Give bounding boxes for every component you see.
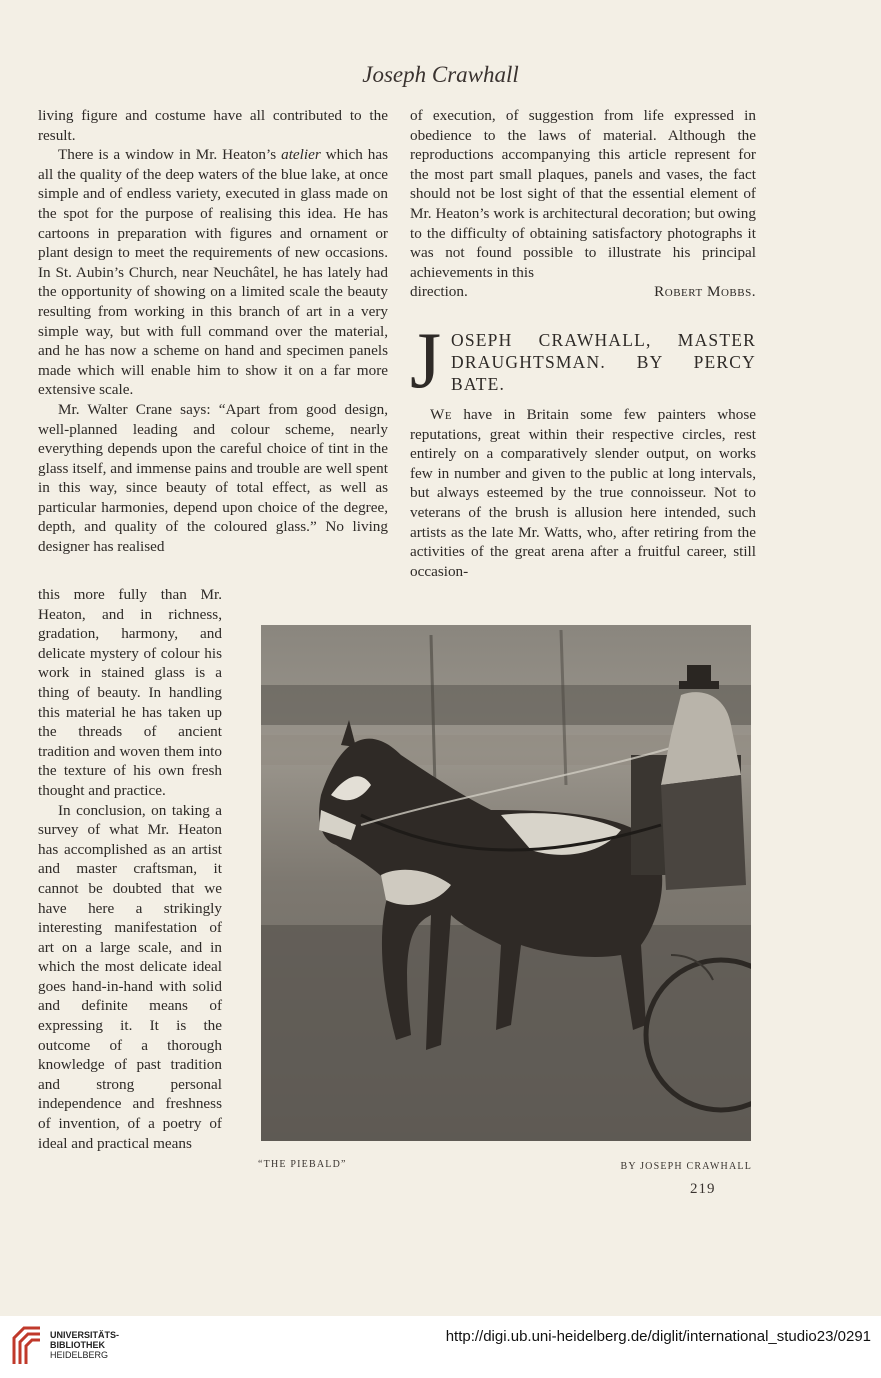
narrow-paragraph-1: this more fully than Mr. Heaton, and in richness, gradation, harmony, and delicate mystery of colour his work in stained glass is a thing of beauty. In handling this material he has taken up the threads of ancient tradition and woven them into the texture of his own fresh thought and practice. bbox=[38, 586, 222, 799]
left-paragraph-2-rest: which has all the quality of the deep waters of the blue lake, at once simple and of endless variety, executed in glass made on the spot for the purpose of realising this idea. He has cartoons in preparation with figures and ornament or plant design to meet the requirements of new occasions. In St. Aubin’s Church, near Neuchâtel, he has lately had the opportunity of showing on a limited scale the beauty resulting from working in this branch of art in a very simple way, but with full command over the material, and he has now a scheme on hand and specimen panels made which will enable him to show it on a far more extensive scale. bbox=[38, 146, 388, 399]
running-head: Joseph Crawhall bbox=[362, 62, 519, 87]
left-paragraph-2 bbox=[38, 145, 388, 400]
digital-object-url[interactable]: http://digi.ub.uni-heidelberg.de/diglit/international_studio23/0291 bbox=[445, 1328, 871, 1345]
university-library-logo-icon[interactable] bbox=[10, 1324, 44, 1368]
library-footer bbox=[0, 1316, 881, 1378]
right-paragraph-1: of execution, of suggestion from life expressed in obedience to the laws of material. Although the reproductions accompanying this article represent for the most part small plaques, panels and vases, the fact should not be lost sight of that the essential element of Mr. Heaton’s work is architectural decoration; but owing to the difficulty of obtaining satisfactory photographs it was not found possible to illustrate his principal achievements in this bbox=[410, 107, 756, 281]
author-signature: Robert Mobbs. bbox=[654, 283, 756, 301]
right-column bbox=[410, 106, 756, 302]
article-paragraph-1-text: have in Britain some few painters whose reputations, great within their respective circles, rest entirely on a comparatively slender output, on works few in number and given to the public at long intervals, but always esteemed by the true connoisseur. Not to veterans of the brush is allusion here intended, such artists as the late Mr. Watts, who, after retiring from the activities of the great arena after a fruitful career, still occasion- bbox=[410, 406, 756, 580]
left-paragraph-1: living figure and costume have all contributed to the result. bbox=[38, 107, 388, 144]
lead-word: We bbox=[430, 406, 453, 423]
article-paragraph-1 bbox=[410, 405, 756, 581]
last-line: direction. bbox=[410, 283, 468, 301]
plate-caption-credit: BY JOSEPH CRAWHALL bbox=[620, 1161, 752, 1172]
piebald-illustration bbox=[261, 625, 751, 1141]
headline-text: OSEPH CRAWHALL, MASTER DRAUGHTSMAN. BY PERCY BATE. bbox=[451, 330, 756, 394]
library-name-line-1: UNIVERSITÄTS- bbox=[50, 1330, 120, 1340]
left-paragraph-2-start: There is a window in Mr. Heaton’s bbox=[58, 146, 282, 164]
left-narrow-column bbox=[38, 585, 222, 1153]
narrow-paragraph-2: In conclusion, on taking a survey of what Mr. Heaton has accomplished as an artist and master craftsman, it cannot be doubted that we have here a strikingly interesting manifestation of art on a large scale, and in which the most delicate ideal goes hand-in-hand with solid and definite means of expressing it. It is the outcome of a thorough knowledge of past tradition and strong personal independence and freshness of invention, of a poetry of ideal and practical means bbox=[38, 801, 222, 1152]
page-number: 219 bbox=[690, 1181, 716, 1197]
atelier-italic: atelier bbox=[281, 146, 321, 164]
signature-line bbox=[410, 282, 756, 302]
piebald-painting bbox=[261, 625, 751, 1141]
drop-cap: J bbox=[410, 317, 442, 405]
plate-caption-title: “THE PIEBALD” bbox=[258, 1159, 347, 1170]
left-column bbox=[38, 106, 388, 557]
library-name-line-3: HEIDELBERG bbox=[50, 1350, 109, 1360]
article-headline bbox=[410, 317, 756, 405]
library-name-line-2: BIBLIOTHEK bbox=[50, 1340, 105, 1350]
article-body bbox=[410, 405, 756, 581]
left-paragraph-3: Mr. Walter Crane says: “Apart from good design, well-planned leading and colour scheme, nearly everything depends upon the careful choice of tint in the glass itself, and immense pains and trouble are well spent in this way, since beauty of total effect, as well as particular harmonies, depend upon choice of the degree, depth, and quality of the coloured glass.” No living designer has realised bbox=[38, 400, 388, 556]
library-name[interactable] bbox=[50, 1330, 119, 1360]
